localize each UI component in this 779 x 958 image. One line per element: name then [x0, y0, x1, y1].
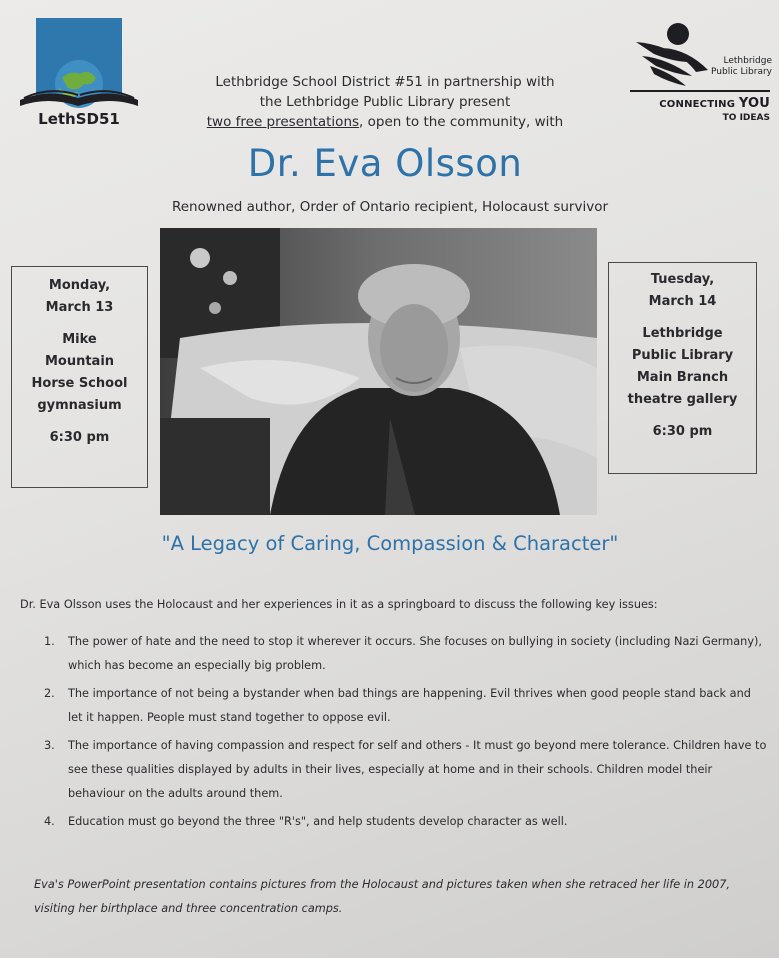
speaker-photo — [160, 228, 597, 515]
list-item — [24, 682, 769, 730]
list-item-text: Education must go beyond the three "R's", and help students develop character as well. — [68, 815, 568, 828]
library-tagline — [630, 96, 770, 111]
speaker-name: Dr. Eva Olsson — [247, 142, 523, 185]
intro-underlined: two free presentations — [206, 114, 360, 130]
event-venue-line: theatre gallery — [627, 392, 738, 407]
presentation-title: "A Legacy of Caring, Compassion & Character" — [161, 532, 619, 555]
speaker-credentials: Renowned author, Order of Ontario recipient, Holocaust survivor — [171, 199, 609, 215]
library-name — [692, 56, 772, 78]
closing-note: Eva's PowerPoint presentation contains pictures from the Holocaust and pictures taken when she retraced her life in 2007, visiting her birthplace and three concentration camps. — [34, 878, 730, 915]
intro-line3 — [165, 112, 605, 132]
list-item — [24, 810, 769, 834]
event-date: March 14 — [648, 294, 717, 309]
list-item-number: 4. — [44, 815, 55, 828]
list-item-text: The power of hate and the need to stop it wherever it occurs. She focuses on bullying in society (including Nazi Germany), which has become an especially big problem. — [68, 635, 763, 672]
lethsd51-logo — [18, 18, 140, 136]
reader-swoosh-icon — [634, 22, 710, 88]
intro-line2: the Lethbridge Public Library present — [259, 94, 511, 110]
event-venue-line: Public Library — [631, 348, 734, 363]
event-day: Tuesday, — [650, 272, 715, 287]
event-venue-line: Horse School — [31, 376, 128, 391]
library-name-line1: Lethbridge — [723, 56, 772, 66]
list-item-text: The importance of having compassion and respect for self and others - It must go beyond mere tolerance. Children have to see these qualities displayed by adults in their lives, especially at home and in their schools. Children model their behaviour on the adults around them. — [68, 739, 767, 800]
event-venue-line: Lethbridge — [642, 326, 723, 341]
event-venue-line: gymnasium — [37, 398, 122, 413]
intro-line3-rest: , open to the community, with — [359, 114, 564, 130]
district-logo-text: LethSD51 — [38, 110, 120, 128]
event-venue-line: Mountain — [44, 354, 115, 369]
library-name-line2: Public Library — [711, 67, 772, 77]
library-logo-rule — [630, 90, 770, 92]
event-date: March 13 — [45, 300, 114, 315]
event-venue-line: Main Branch — [636, 370, 729, 385]
tagline-suffix: TO IDEAS — [722, 113, 770, 123]
tagline-prefix: CONNECTING — [659, 99, 736, 110]
event-day: Monday, — [48, 278, 111, 293]
issues-list — [24, 630, 769, 838]
event-box-tuesday — [608, 262, 757, 474]
book-globe-icon — [18, 48, 140, 110]
event-venue-line: Mike — [62, 332, 97, 347]
list-item-number: 3. — [44, 739, 55, 752]
event-box-monday — [11, 266, 148, 488]
list-item — [24, 734, 769, 806]
tagline-emphasis: YOU — [738, 96, 770, 111]
event-time: 6:30 pm — [49, 430, 110, 445]
list-item-number: 2. — [44, 687, 55, 700]
list-item-number: 1. — [44, 635, 55, 648]
list-item-text: The importance of not being a bystander when bad things are happening. Evil thrives when good people stand back and let it happen. People must stand together to oppose evil. — [68, 687, 751, 724]
description-lead: Dr. Eva Olsson uses the Holocaust and her experiences in it as a springboard to discuss the following key issues: — [20, 598, 658, 611]
library-logo — [628, 22, 770, 130]
list-item — [24, 630, 769, 678]
event-time: 6:30 pm — [652, 424, 713, 439]
intro-text — [165, 72, 605, 132]
intro-line1: Lethbridge School District #51 in partnership with — [215, 74, 555, 90]
